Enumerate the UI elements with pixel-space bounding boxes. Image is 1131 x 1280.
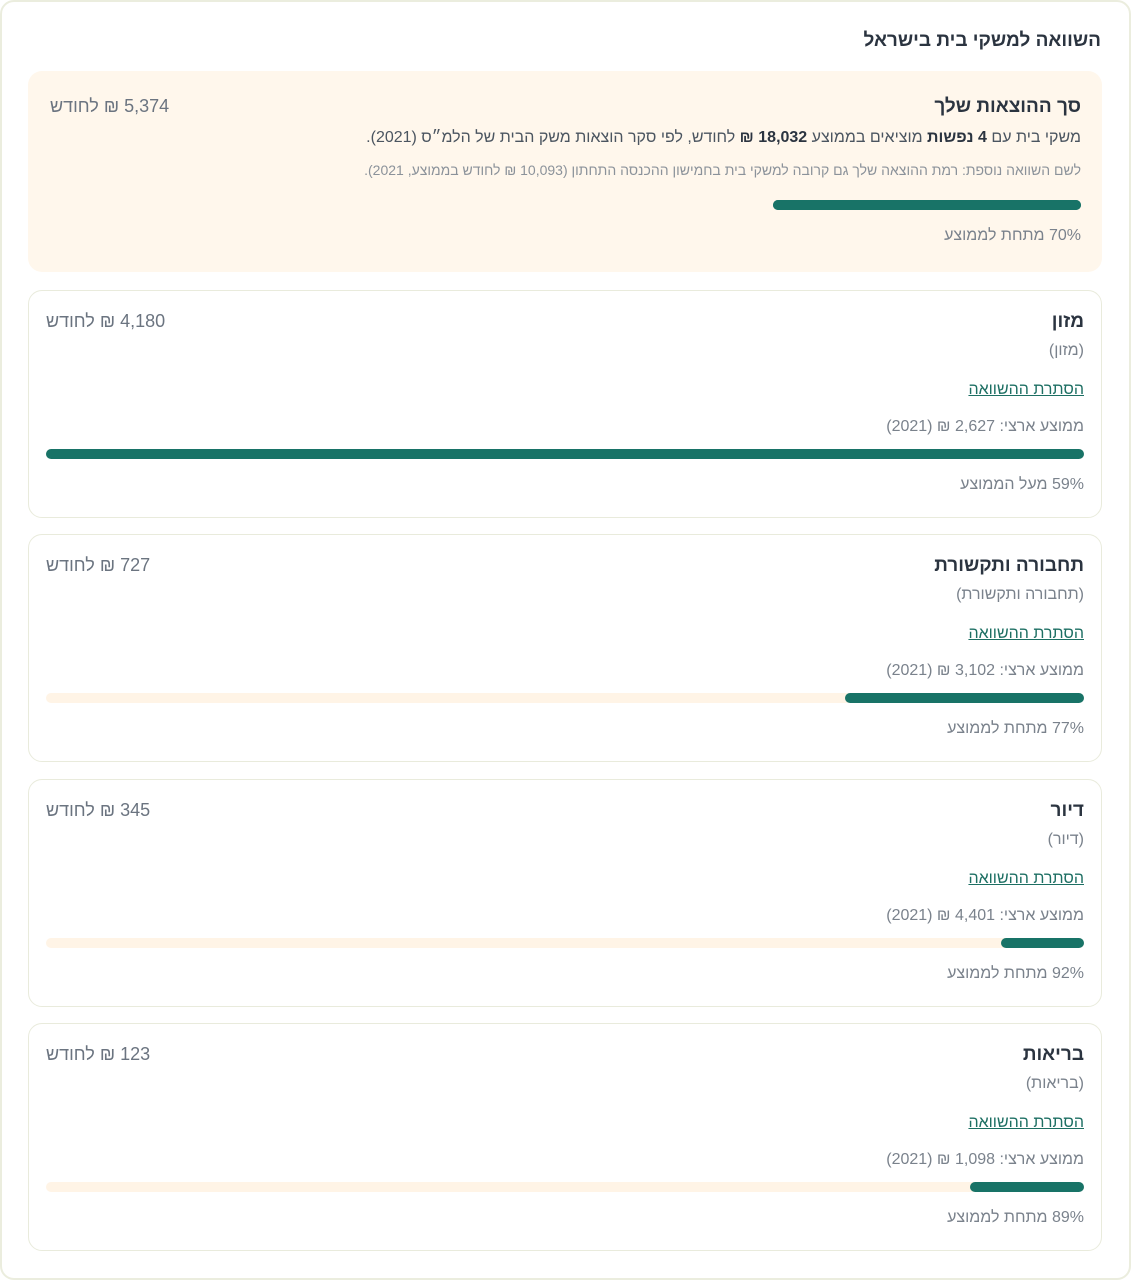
summary-title: סך ההוצאות שלך <box>934 96 1081 117</box>
category-amount: 123 ₪ לחודש <box>46 1044 151 1064</box>
desc-text: מוציאים בממוצע <box>807 129 928 146</box>
national-average: ממוצע ארצי: 2,627 ₪ (2021) <box>886 418 1084 435</box>
summary-progress-bar <box>773 200 1081 210</box>
percent-vs-average: 77% מתחת לממוצע <box>947 720 1084 737</box>
comparison-bar-fill <box>46 449 1084 459</box>
category-subtitle: (תחבורה ותקשורת) <box>956 586 1084 603</box>
national-average: ממוצע ארצי: 4,401 ₪ (2021) <box>886 907 1084 924</box>
category-title: דיור <box>1050 800 1084 821</box>
comparison-bar <box>46 693 1084 703</box>
comparison-bar <box>46 449 1084 459</box>
comparison-bar-fill <box>845 693 1084 703</box>
category-card-health <box>28 1023 1102 1251</box>
hide-comparison-link[interactable]: הסתרת ההשוואה <box>968 870 1084 887</box>
page-title: השוואה למשקי בית בישראל <box>863 30 1101 51</box>
summary-card <box>28 71 1102 272</box>
hide-comparison-link[interactable]: הסתרת ההשוואה <box>968 625 1084 642</box>
national-average: ממוצע ארצי: 1,098 ₪ (2021) <box>886 1151 1084 1168</box>
category-amount: 727 ₪ לחודש <box>46 555 151 575</box>
comparison-bar <box>46 1182 1084 1192</box>
category-title: בריאות <box>1022 1044 1084 1065</box>
national-average: ממוצע ארצי: 3,102 ₪ (2021) <box>886 662 1084 679</box>
comparison-bar <box>46 938 1084 948</box>
summary-progress-fill <box>773 200 1081 210</box>
category-subtitle: (מזון) <box>1048 342 1084 359</box>
desc-text: משקי בית עם <box>986 129 1081 146</box>
category-card-housing <box>28 779 1102 1007</box>
category-title: מזון <box>1051 311 1084 332</box>
summary-percent-text: 70% מתחת לממוצע <box>944 227 1081 244</box>
category-subtitle: (בריאות) <box>1025 1075 1084 1092</box>
category-card-transport <box>28 534 1102 762</box>
percent-vs-average: 92% מתחת לממוצע <box>947 965 1084 982</box>
summary-note: לשם השוואה נוספת: רמת ההוצאה שלך גם קרובה למשקי בית בחמישון ההכנסה התחתון (10,093 ₪ לחודש בממוצע, 2021). <box>364 162 1081 178</box>
summary-description <box>366 129 1081 147</box>
percent-vs-average: 89% מתחת לממוצע <box>947 1209 1084 1226</box>
comparison-bar-fill <box>970 1182 1084 1192</box>
desc-household-size: 4 נפשות <box>927 129 987 146</box>
hide-comparison-link[interactable]: הסתרת ההשוואה <box>968 1114 1084 1131</box>
summary-amount: 5,374 ₪ לחודש <box>50 96 170 116</box>
category-amount: 4,180 ₪ לחודש <box>46 311 166 331</box>
desc-text: לחודש, לפי סקר הוצאות משק הבית של הלמ״ס (2021). <box>366 129 740 146</box>
hide-comparison-link[interactable]: הסתרת ההשוואה <box>968 381 1084 398</box>
category-card-food <box>28 290 1102 518</box>
category-amount: 345 ₪ לחודש <box>46 800 151 820</box>
desc-average-amount: 18,032 ₪ <box>739 129 808 146</box>
percent-vs-average: 59% מעל הממוצע <box>960 476 1084 493</box>
category-title: תחבורה ותקשורת <box>934 555 1084 576</box>
comparison-bar-fill <box>1001 938 1084 948</box>
category-subtitle: (דיור) <box>1047 831 1084 848</box>
